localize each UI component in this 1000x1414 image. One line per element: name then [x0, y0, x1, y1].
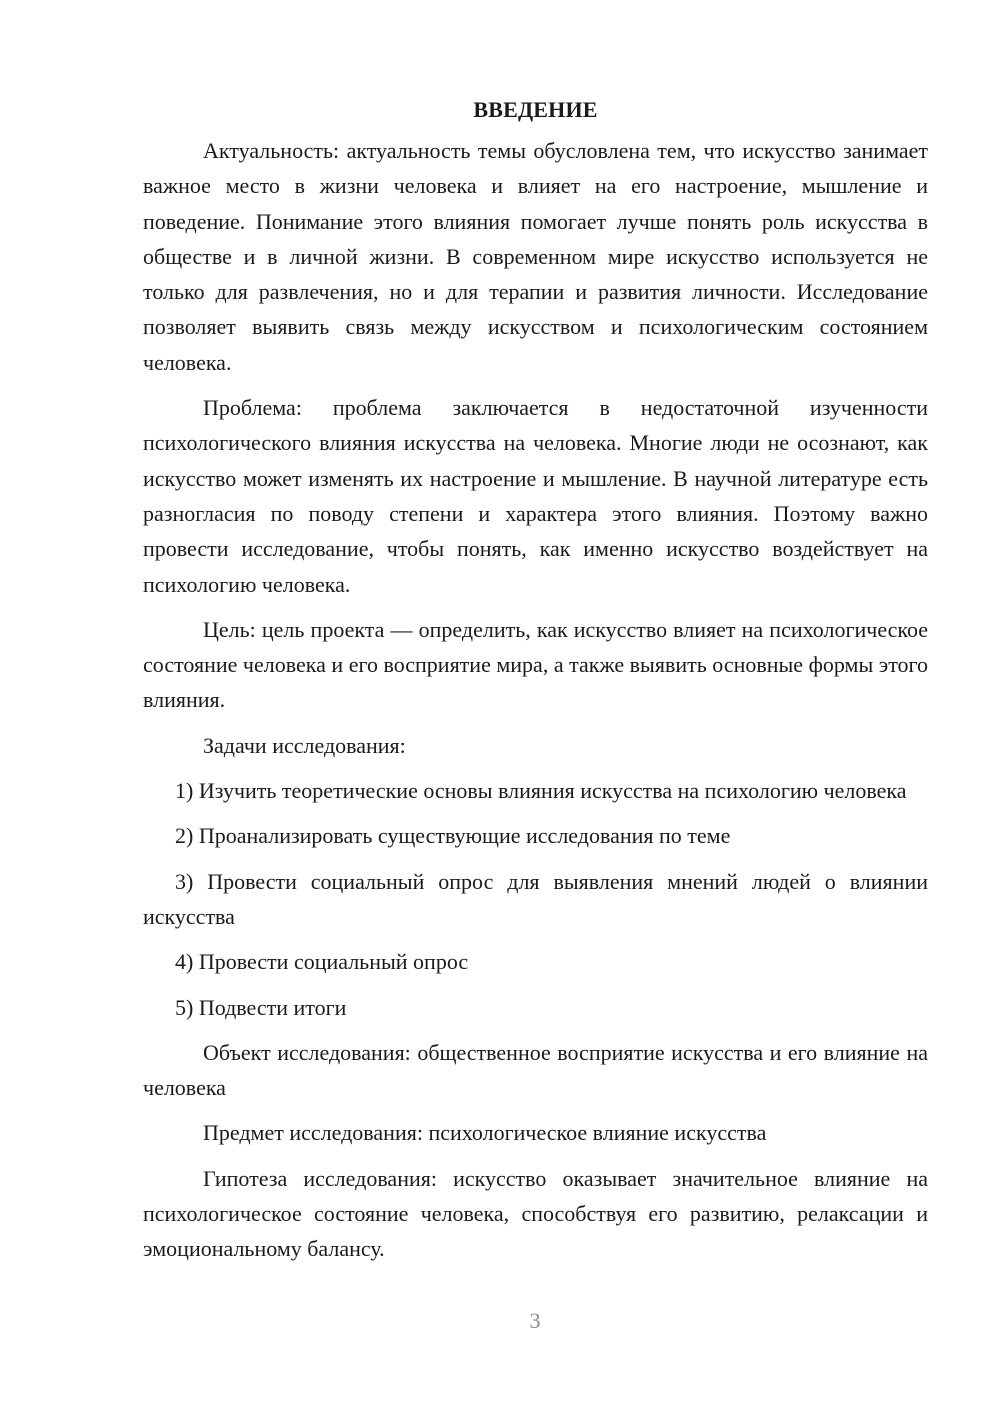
object-paragraph: Объект исследования: общественное восприятие искусства и его влияние на человека [143, 1039, 928, 1101]
task-item: 3) Провести социальный опрос для выявления мнений людей о влиянии искусства [143, 868, 928, 929]
subject-paragraph: Предмет исследования: психологическое влияние искусства [203, 1120, 767, 1146]
goal-paragraph: Цель: цель проекта — определить, как искусство влияет на психологическое состояние человека и его восприятие мира, а также выявить основные формы этого влияния. [143, 616, 928, 713]
task-item: 5) Подвести итоги [175, 994, 347, 1020]
page-number: 3 [529, 1308, 541, 1333]
task-item: 2) Проанализировать существующие исследования по теме [175, 823, 731, 849]
page-content [143, 92, 928, 1277]
task-item: 1) Изучить теоретические основы влияния искусства на психологию человека [175, 778, 907, 804]
tasks-heading: Задачи исследования: [203, 732, 406, 758]
problem-paragraph: Проблема: проблема заключается в недостаточной изученности психологического влияния искусства на человека. Многие люди не осознают, как искусство может изменять их настроение и мышление. В научной литературе есть разногласия по поводу степени и характера этого влияния. Поэтому важно провести исследование, чтобы понять, как именно искусство воздействует на психологию человека. [143, 395, 928, 597]
relevance-paragraph: Актуальность: актуальность темы обусловлена тем, что искусство занимает важное место в жизни человека и влияет на его настроение, мышление и поведение. Понимание этого влияния помогает лучше понять роль искусства в обществе и в личной жизни. В современном мире искусство используется не только для развлечения, но и для терапии и развития личности. Исследование позволяет выявить связь между искусством и психологическим состоянием человека. [143, 138, 928, 375]
section-title: ВВЕДЕНИЕ [473, 97, 598, 122]
task-item: 4) Провести социальный опрос [175, 949, 469, 975]
hypothesis-paragraph: Гипотеза исследования: искусство оказывает значительное влияние на психологическое состояние человека, способствуя его развитию, релаксации и эмоциональному балансу. [143, 1165, 928, 1262]
tasks-list [143, 773, 928, 1025]
